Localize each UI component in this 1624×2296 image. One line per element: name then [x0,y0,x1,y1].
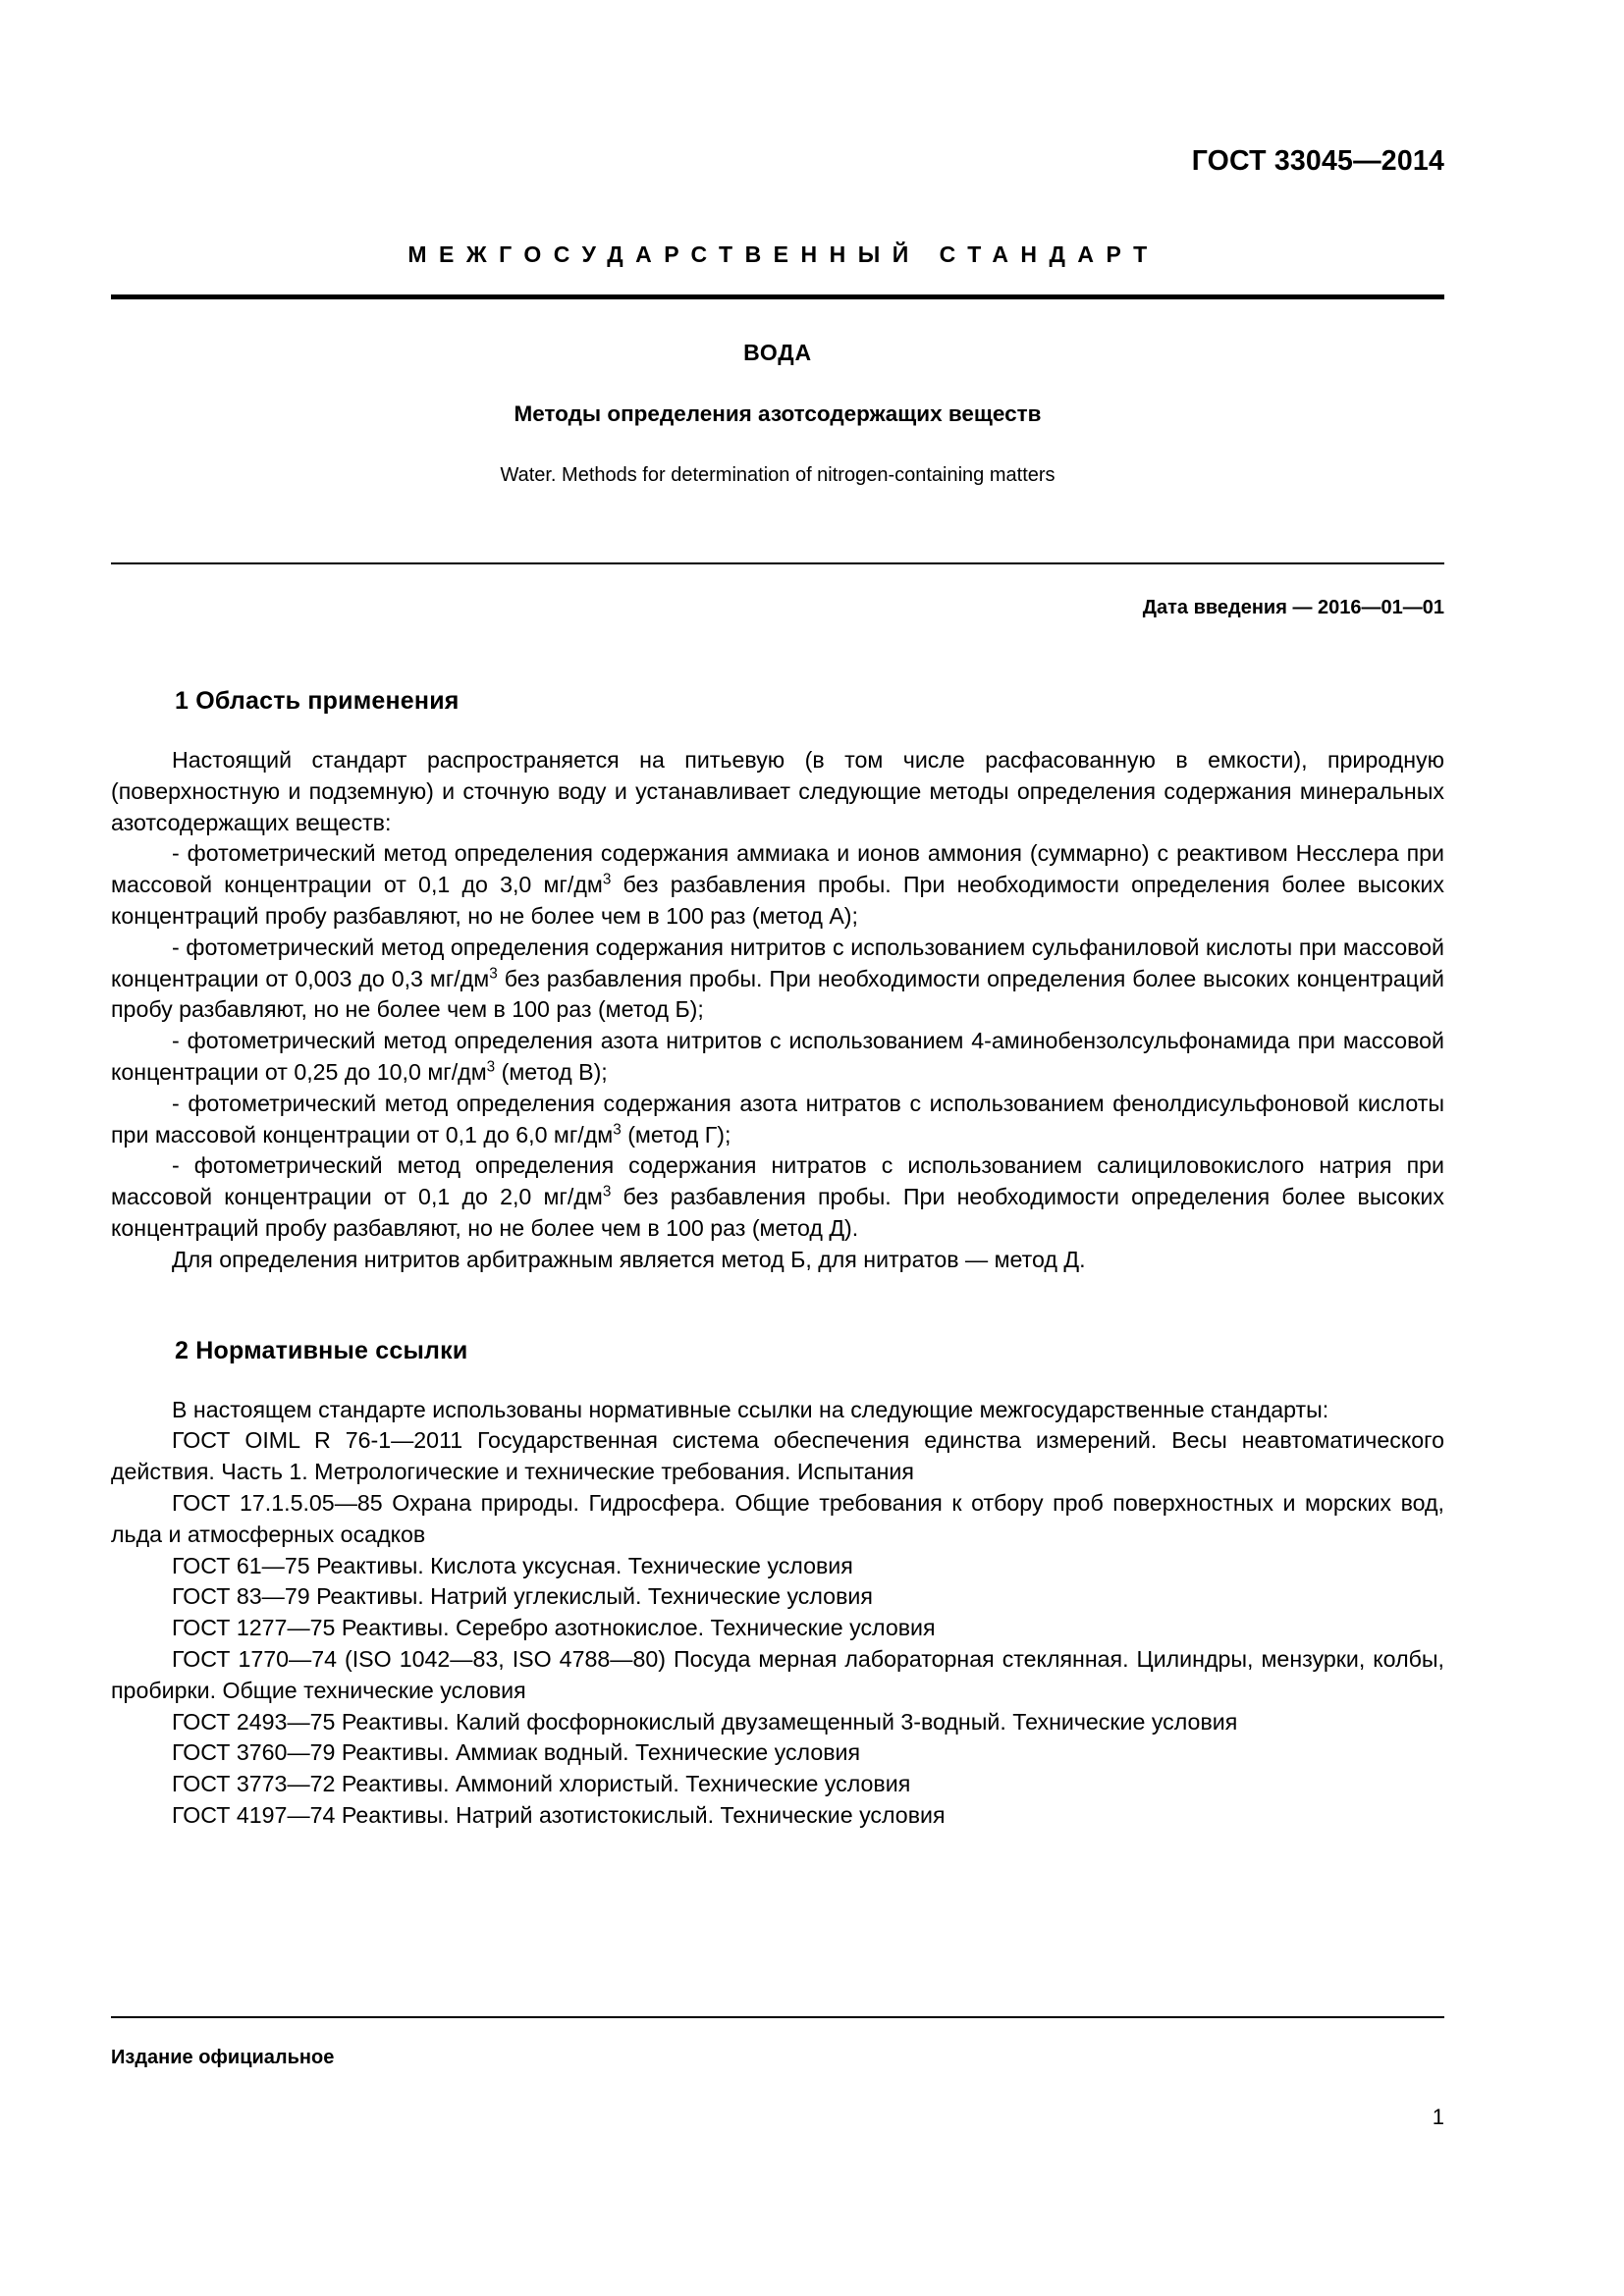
paragraph: - фотометрический метод определения азота нитритов с использованием 4-аминобензолсульфонамида при массовой концентрации от 0,25 до 10,0 $мг/дм^3$ (метод В); [111,1028,1444,1085]
standard-banner [111,241,1444,268]
page-number: 1 [1432,2105,1444,2129]
divider-middle [111,562,1444,564]
document-title-english: Water. Methods for determination of nitrogen-containing matters [500,464,1056,486]
reference-item: ГОСТ 17.1.5.05—85 Охрана природы. Гидросфера. Общие требования к отбору проб поверхностных и морских вод, льда и атмосферных осадков [111,1489,1444,1547]
divider-bottom [111,2016,1444,2018]
divider-top [111,294,1444,299]
paragraph: - фотометрический метод определения содержания нитратов с использованием салициловокислого натрия при массовой концентрации от 0,1 до 2,0 $мг/дм^3$ без разбавления пробы. При необходимости определения более высоких концентраций пробу разбавляют, но не более чем в 100 раз (метод Д). [111,1152,1444,1241]
document-subtitle: Методы определения азотсодержащих веществ [514,401,1042,426]
effective-date: Дата введения — 2016—01—01 [1142,597,1444,618]
title-block [111,340,1444,487]
paragraph: Настоящий стандарт распространяется на питьевую (в том числе расфасованную в емкости), природную (поверхностную и подземную) и сточную воду и устанавливает следующие методы определения содержания минеральных азотсодержащих веществ: [111,747,1444,835]
paragraph: - фотометрический метод определения содержания азота нитратов с использованием фенолдисульфоновой кислоты при массовой концентрации от 0,1 до 6,0 $мг/дм^3$ (метод Г); [111,1090,1444,1148]
reference-item: ГОСТ 83—79 Реактивы. Натрий углекислый. Технические условия [172,1583,873,1610]
reference-item: ГОСТ 4197—74 Реактивы. Натрий азотистокислый. Технические условия [172,1801,946,1828]
official-edition-note: Издание официальное [111,2047,335,2068]
reference-item: ГОСТ 1770—74 (ISO 1042—83, ISO 4788—80) Посуда мерная лабораторная стеклянная. Цилиндры, мензурки, колбы, пробирки. Общие технические условия [111,1645,1444,1703]
section-heading-references: 2 Нормативные ссылки [175,1336,468,1364]
paragraph: Для определения нитритов арбитражным является метод Б, для нитратов — метод Д. [172,1246,1086,1272]
document-title: ВОДА [743,340,812,365]
paragraph: В настоящем стандарте использованы нормативные ссылки на следующие межгосударственные стандарты: [172,1396,1329,1422]
reference-item: ГОСТ 3773—72 Реактивы. Аммоний хлористый. Технические условия [172,1771,911,1797]
reference-item: ГОСТ 61—75 Реактивы. Кислота уксусная. Технические условия [172,1552,853,1578]
reference-item: ГОСТ 1277—75 Реактивы. Серебро азотнокислое. Технические условия [172,1615,936,1641]
reference-item: ГОСТ OIML R 76-1—2011 Государственная система обеспечения единства измерений. Весы неавтоматического действия. Часть 1. Метрологические и технические требования. Испытания [111,1427,1444,1485]
paragraph: - фотометрический метод определения содержания нитритов с использованием сульфаниловой кислоты при массовой концентрации от 0,003 до 0,3 $мг/дм^3$ без разбавления пробы. При необходимости определения более высоких концентраций пробу разбавляют, но не более чем в 100 раз (метод Б); [111,934,1444,1023]
standard-banner-label: МЕЖГОСУДАРСТВЕННЫЙ СТАНДАРТ [407,241,1160,267]
reference-item: ГОСТ 3760—79 Реактивы. Аммиак водный. Технические условия [172,1739,861,1766]
document-body [111,687,1444,1832]
gost-number-header: ГОСТ 33045—2014 [1191,145,1444,177]
reference-item: ГОСТ 2493—75 Реактивы. Калий фосфорнокислый двузамещенный 3-водный. Технические условия [172,1708,1238,1735]
paragraph: - фотометрический метод определения содержания аммиака и ионов аммония (суммарно) с реактивом Несслера при массовой концентрации от 0,1 до 3,0 $мг/дм^3$ без разбавления пробы. При необходимости определения более высоких концентраций пробу разбавляют, но не более чем в 100 раз (метод А); [111,840,1444,929]
section-heading-scope: 1 Область применения [175,687,460,715]
